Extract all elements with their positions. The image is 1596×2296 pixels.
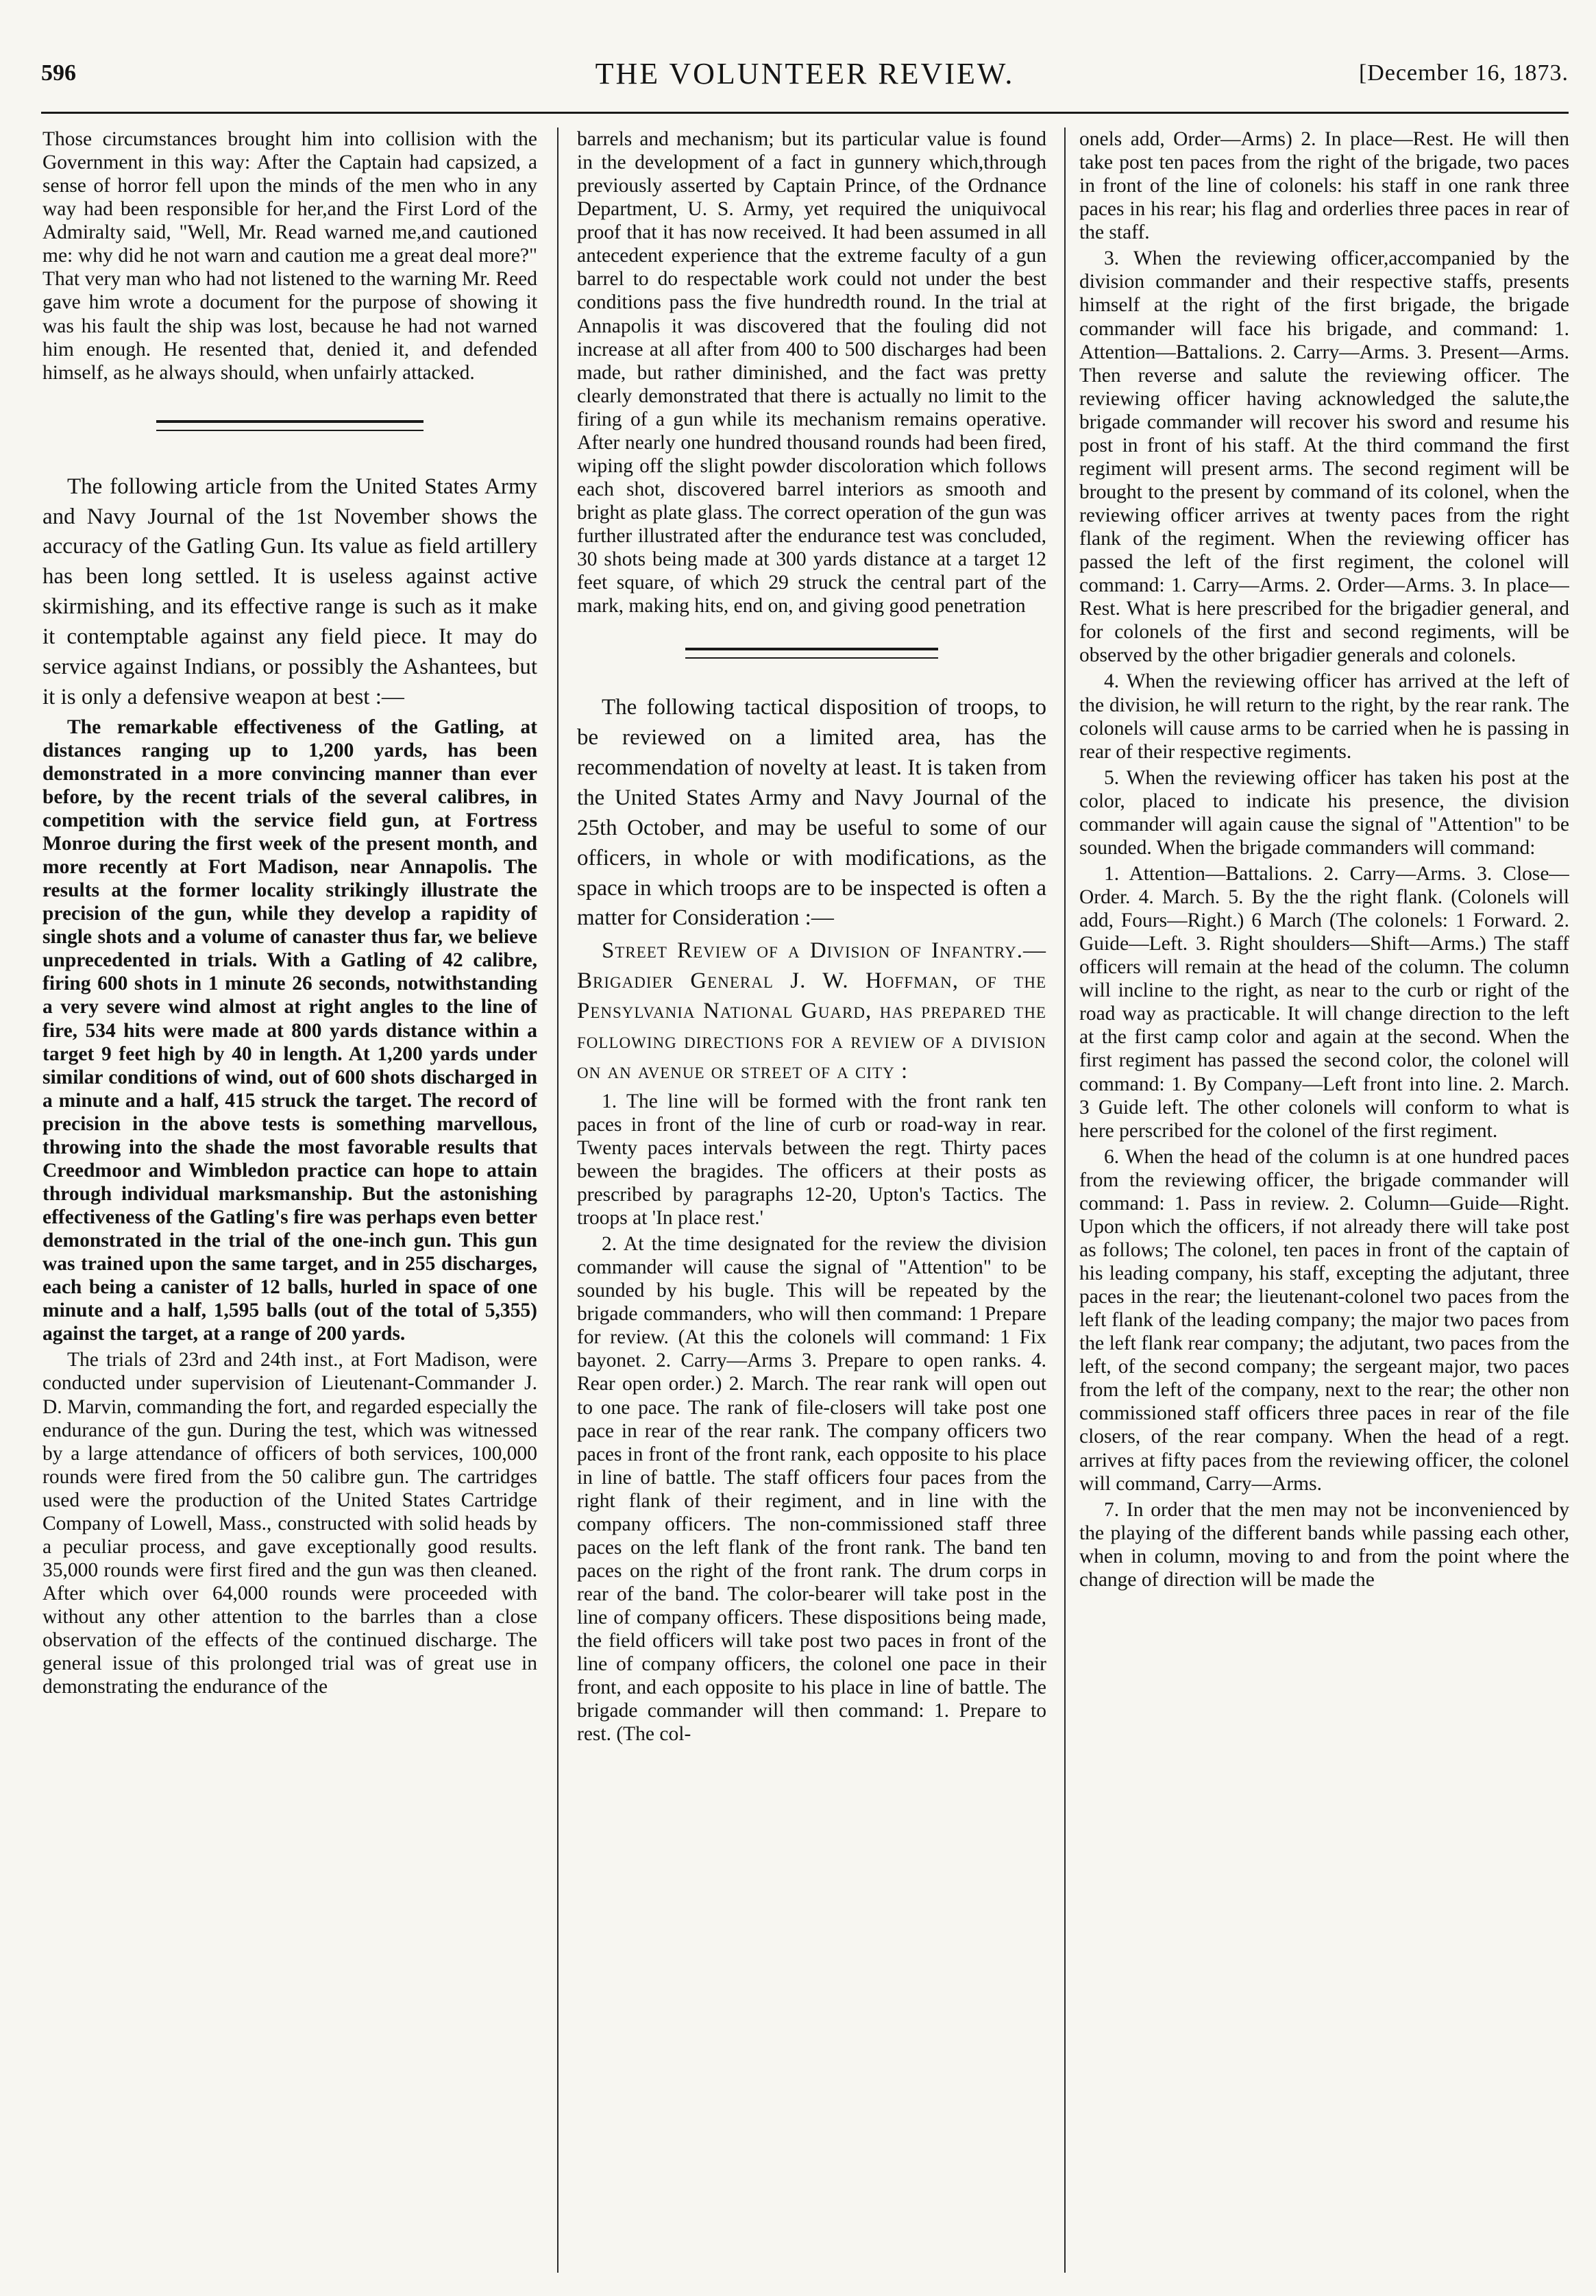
- column-3: [1079, 127, 1569, 2252]
- review-item-2: 2. At the time designated for the review the division commander will cause the signal of "Attention" to be sounded by his bugle. This will be repeated by the brigade commanders, who will then command: 1 Prepare for review. (At this the colonels will command: 1 Fix bayonet. 2. Carry—Arms 3. Prepare to open ranks. 4. Rear open order.) 2. March. The rear rank will open out to one pace. The rank of file-closers will take post one pace in rear of the rear rank. The company officers two paces in front of the front rank, each opposite to his place in line of battle. The staff officers four paces from the right flank of their regiment, and in line with the company officers. The non-commissioned staff three paces on the left flank of the front rank. The band ten paces on the right of the front rank. The drum corps in rear of the band. The color-bearer will take post in the line of company officers. These dispositions being made, the field officers will take post two paces in front of the line of company officers, the colonel one pace in their front, and each opposite to his place in line of battle. The brigade commander will then command: 1. Prepare to rest. (The col-: [577, 1233, 1046, 1746]
- column-2: [577, 127, 1046, 2252]
- section-divider: [685, 648, 939, 659]
- review-item-6: 6. When the head of the column is at one hundred paces from the reviewing officer, the brigade commander will command: 1. Pass in review. 2. Column—Guide—Right. Upon which the officers, if not already there will take post as follows; The colonel, ten paces in front of the captain of his leading company, his staff, excepting the adjutant, three paces in the rear; the lieutenant-colonel two paces from the left flank of the leading company; the major two paces from the left flank rear company; the adjutant, two paces from the left, of the second company; the sergeant major, two paces from the left of the company, next to the rear; the other non commissioned staff officers three paces in rear of the file closers, of the rear company. When the head of a regt. arrives at fifty paces from the reviewing officer, the colonel will command, Carry—Arms.: [1079, 1145, 1569, 1495]
- review-commands: 1. Attention—Battalions. 2. Carry—Arms. 3. Close—Order. 4. March. 5. By the the right flank. (Colonels will add, Fours—Right.) 6 March (The colonels: 1 Forward. 2. Guide—Left. 3. Right shoulders—Shift—Arms.) The staff officers will remain at the head of the column. The column will incline to the right, as near to the curb or right of the road way as practicable. It will change direction to the left at the first camp color and again at the second. When the first regiment has passed the second color, the colonel will command: 1. By Company—Left front into line. 2. March. 3 Guide left. The other colonels will conform to what is here perscribed for the colonel of the first regiment.: [1079, 862, 1569, 1142]
- review-item-3: 3. When the reviewing officer,accompanied by the division commander and their respective staffs, presents himself at the right of the first brigade, the brigade commander will face his brigade, and command: 1. Attention—Battalions. 2. Carry—Arms. 3. Present—Arms. Then reverse and salute the reviewing officer. The reviewing officer having acknowledged the salute,the brigade commander will recover his sword and resume his post in front of his staff. At the third command the first regiment will present arms. The second regiment will be brought to the present by command of its colonel, when the reviewing officer arrives at twenty paces from the right flank of the regiment. When the reviewing officer has passed the left of the first regiment, the colonel will command: 1. Carry—Arms. 2. Order—Arms. 3. In place—Rest. What is here prescribed for the brigadier general, and for colonels of the first and second regiments, will be observed by the other brigadier generals and colonels.: [1079, 247, 1569, 667]
- review-intro: The following tactical disposition of troops, to be reviewed on a limited area, has the recommendation of novelty at least. It is taken from the United States Army and Navy Journal of the 25th October, and may be useful to some of our officers, in whole or with modifications, as the space in which troops are to be inspected is often a matter for Consideration :—: [577, 695, 1046, 931]
- review-item-4: 4. When the reviewing officer has arrived at the left of the division, he will return to the right, by the rear rank. The colonels will cause arms to be carried when he is passing in rear of their respective regiments.: [1079, 670, 1569, 763]
- review-item-5: 5. When the reviewing officer has taken his post at the color, placed to indicate his presence, the division commander will again cause the signal of "Attention" to be sounded. When the brigade commanders will command:: [1079, 766, 1569, 859]
- issue-date: [December 16, 1873.: [1358, 60, 1569, 86]
- column-1: [42, 127, 537, 2252]
- page-number: 596: [41, 60, 76, 86]
- section-divider: [156, 420, 423, 431]
- col2-paragraph-1: barrels and mechanism; but its particular value is found in the development of a fact in gunnery which,through previously asserted by Captain Prince, of the Ordnance Department, U. S. Army, yet required the uniquivocal proof that it has now received. It had been assumed in all antecedent experience that the extreme faculty of a gun barrel to do respectable work could not under the best conditions pass the five hundredth round. In the trial at Annapolis it was discovered that the fouling did not increase at all after from 400 to 500 discharges had been made, but rather diminished, and the fact was pretty clearly demonstrated that there is actually no limit to the firing of a gun while its mechanism remains operative. After nearly one hundred thousand rounds had been fired, wiping off the slight powder discoloration which follows each shot, discovered barrel interiors as smooth and bright as plate glass. The correct operation of the gun was further illustrated after the endurance test was concluded, 30 shots being made at 300 yards distance at a target 12 feet square, of which 29 struck the central part of the mark, making hits, end on, and giving good penetration: [577, 128, 1046, 618]
- publication-title: THE VOLUNTEER REVIEW.: [595, 57, 1015, 90]
- gatling-intro: The following article from the United States Army and Navy Journal of the 1st November shows the accuracy of the Gatling Gun. Its value as field artillery has been long settled. It is useless against active skirmishing, and its effective range is such as it make it contemptable against any field piece. It may do service against Indians, or possibly the Ashantees, but it is only a defensive weapon at best :—: [42, 474, 537, 709]
- review-heading: Street Review of a Division of Infantry.—Brigadier General J. W. Hoffman, of the Pensylvania National Guard, has prepared the following directions for a review of a division on an avenue or street of a city :: [577, 938, 1046, 1084]
- header-rule: [41, 112, 1569, 114]
- review-item-1: 1. The line will be formed with the front rank ten paces in front of the line of curb or road-way in rear. Twenty paces intervals between the regt. Thirty paces beween the bragides. The officers at their posts as prescribed by paragraphs 12-20, Upton's Tactics. The troops at 'In place rest.': [577, 1090, 1046, 1229]
- review-item-7: 7. In order that the men may not be inconvenienced by the playing of the different bands while passing each other, when in column, moving to and from the point where the change of direction will be made the: [1079, 1498, 1569, 1591]
- gatling-paragraph-2: The trials of 23rd and 24th inst., at Fort Madison, were conducted under supervision of Lieutenant-Commander J. D. Marvin, commanding the fort, and regarded especially the endurance of the gun. During the test, which was witnessed by a large attendance of officers of both services, 100,000 rounds were fired from the 50 calibre gun. The cartridges used were the production of the United States Cartridge Company of Lowell, Mass., constructed with solid heads by a peculiar process, and gave exceptionally good results. 35,000 rounds were first fired and the gun was then cleaned. After which over 64,000 rounds were proceeded with without any other attention to the barrles than a close observation of the effects of the continued discharge. The general issue of this prolonged trial was of great use in demonstrating the endurance of the: [42, 1349, 537, 1698]
- page-header: [41, 57, 1569, 101]
- col3-paragraph-1: onels add, Order—Arms) 2. In place—Rest. He will then take post ten paces from the right of the brigade, two paces in front of the line of colonels: his staff in one rank three paces in his rear; his flag and orderlies three paces in rear of the staff.: [1079, 128, 1569, 244]
- col1-paragraph-1: Those circumstances brought him into collision with the Government in this way: After the Captain had capsized, a sense of horror fell upon the minds of the men who in any way had been responsible for her,and the First Lord of the Admiralty said, "Well, Mr. Read warned me,and cautioned me: why did he not warn and caution me a great deal more?" That very man who had not listened to the warning Mr. Reed gave him wrote a document for the purpose of showing it was his fault the ship was lost, because he had not warned him enough. He resented that, denied it, and defended himself, as he always should, when unfairly attacked.: [42, 128, 537, 384]
- gatling-paragraph-1: The remarkable effectiveness of the Gatling, at distances ranging up to 1,200 yards, has been demonstrated in a more convincing manner than ever before, by the recent trials of the several calibres, in competition with the service field gun, at Fortress Monroe during the first week of the present month, and more recently at Fort Madison, near Annapolis. The results at the former locality strikingly illustrate the precision of the gun, while they develop a rapidity of single shots and a volume of canaster thus far, we believe unprecedented in trials. With a Gatling of 42 calibre, firing 600 shots in 1 minute 26 seconds, notwithstanding a very severe wind almost at right angles to the line of fire, 534 hits were made at 800 yards distance within a target 9 feet high by 40 in length. At 1,200 yards under similar conditions of wind, out of 600 shots discharged in a minute and a half, 415 struck the target. The record of precision in the above tests is something marvellous, throwing into the shade the most favorable results that Creedmoor and Wimbledon practice can hope to attain through individual marksmanship. But the astonishing effectiveness of the Gatling's fire was perhaps even better demonstrated in the trial of the one-inch gun. This gun was trained upon the same target, and in 255 discharges, each being a canister of 12 balls, hurled in space of one minute and a half, 1,595 balls (out of the total of 5,355) against the target, at a range of 200 yards.: [42, 716, 537, 1345]
- column-rule-2: [1064, 127, 1066, 2273]
- column-rule-1: [557, 127, 558, 2273]
